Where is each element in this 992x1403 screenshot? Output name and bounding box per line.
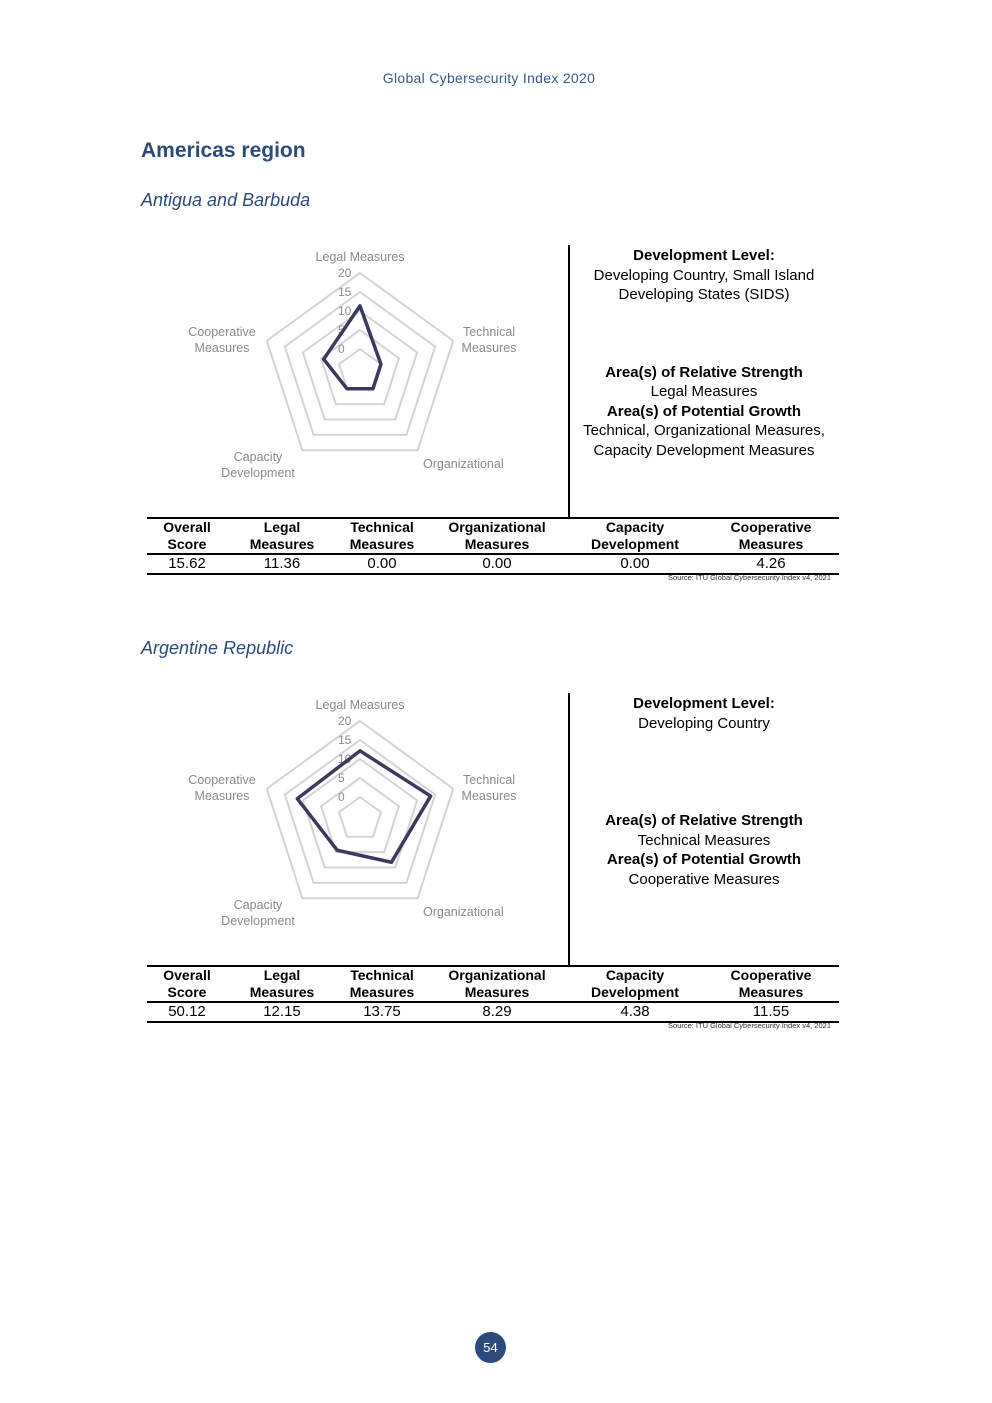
data-point [336,849,339,852]
grid-ring [267,273,453,450]
cooperative-measures-value: 4.26 [703,554,839,574]
col-capacity-development: Capacity Development [567,518,703,554]
dev-level-value: Developing Country, Small Island Developing States (SIDS) [593,266,815,303]
radar-chart [180,244,540,494]
cooperative-measures-value: 11.55 [703,1002,839,1022]
col-organizational-measures: Organizational Measures [427,966,567,1002]
tick-label: 5 [338,771,345,785]
organizational-measures-value: 8.29 [427,1002,567,1022]
axis-label: Legal Measures [315,698,405,712]
axis-label: Cooperative Measures [188,325,256,355]
running-header: Global Cybersecurity Index 2020 [382,70,596,86]
data-point [390,861,393,864]
legal-measures-value: 12.15 [227,1002,337,1022]
grid-ring [321,778,399,852]
country-title: Argentine Republic [141,638,294,658]
data-point [296,797,299,800]
axis-label: Organizational [423,457,504,471]
page-number: 54 [475,1332,506,1363]
score-table [147,517,839,575]
axis-label: Technical Measures [461,325,517,355]
tick-label: 20 [338,714,352,728]
source-note: Source: ITU Global Cybersecurity Index v4, 2021 [668,1021,831,1030]
col-legal-measures: Legal Measures [227,518,337,554]
strength-label: Area(s) of Relative Strength [605,812,803,829]
overall-score-value: 15.62 [147,554,227,574]
strength-value: Legal Measures [650,383,758,400]
tick-label: 15 [338,285,352,299]
col-cooperative-measures: Cooperative Measures [703,966,839,1002]
col-legal-measures: Legal Measures [227,966,337,1002]
dev-level-value: Developing Country [638,714,770,732]
divider [568,245,570,517]
tick-label: 0 [338,342,345,356]
tick-label: 15 [338,733,352,747]
axis-label: Legal Measures [315,250,405,264]
grid-ring [321,330,399,404]
data-point [359,749,362,752]
data-point [346,387,349,390]
grid-ring [339,797,381,837]
tick-label: 0 [338,790,345,804]
col-organizational-measures: Organizational Measures [427,518,567,554]
info-panel [572,246,836,460]
strength-value: Technical Measures [637,831,771,849]
col-overall-score: Overall Score [147,518,227,554]
organizational-measures-value: 0.00 [427,554,567,574]
info-panel [572,694,836,889]
growth-label: Area(s) of Potential Growth [606,402,802,420]
source-note: Source: ITU Global Cybersecurity Index v4, 2021 [668,573,831,582]
country-title: Antigua and Barbuda [141,190,311,210]
capacity-development-value: 0.00 [567,554,703,574]
col-cooperative-measures: Cooperative Measures [703,518,839,554]
col-capacity-development: Capacity Development [567,966,703,1002]
col-technical-measures: Technical Measures [337,518,427,554]
tick-label: 5 [338,323,345,337]
technical-measures-value: 0.00 [337,554,427,574]
axis-label: Organizational [423,905,504,919]
score-table-header [147,966,839,1002]
radar-chart [180,692,540,942]
legal-measures-value: 11.36 [227,554,337,574]
score-table-header [147,518,839,554]
divider [568,693,570,965]
data-series-line [324,306,381,389]
col-technical-measures: Technical Measures [337,966,427,1002]
dev-level-label: Development Level: [633,247,775,264]
growth-value: Cooperative Measures [628,870,780,888]
growth-label: Area(s) of Potential Growth [606,851,802,868]
col-overall-score: Overall Score [147,966,227,1002]
grid-ring [267,721,453,898]
score-table [147,965,839,1023]
table-row [147,554,839,574]
tick-label: 10 [338,304,352,318]
overall-score-value: 50.12 [147,1002,227,1022]
capacity-development-value: 4.38 [567,1002,703,1022]
axis-label: Capacity Development [221,450,295,480]
axis-label: Capacity Development [221,898,295,928]
axis-label: Cooperative Measures [188,773,256,803]
axis-label: Technical Measures [461,773,517,803]
dev-level-label: Development Level: [633,695,775,712]
region-title: Americas region [141,139,306,162]
data-point [429,795,432,798]
technical-measures-value: 13.75 [337,1002,427,1022]
data-point [371,387,374,390]
table-row [147,1002,839,1022]
data-point [359,304,362,307]
data-point [379,363,382,366]
data-point [322,358,325,361]
tick-label: 10 [338,752,352,766]
strength-label: Area(s) of Relative Strength [605,363,803,381]
tick-label: 20 [338,266,352,280]
growth-value: Technical, Organizational Measures, Capacity Development Measures [583,422,825,459]
